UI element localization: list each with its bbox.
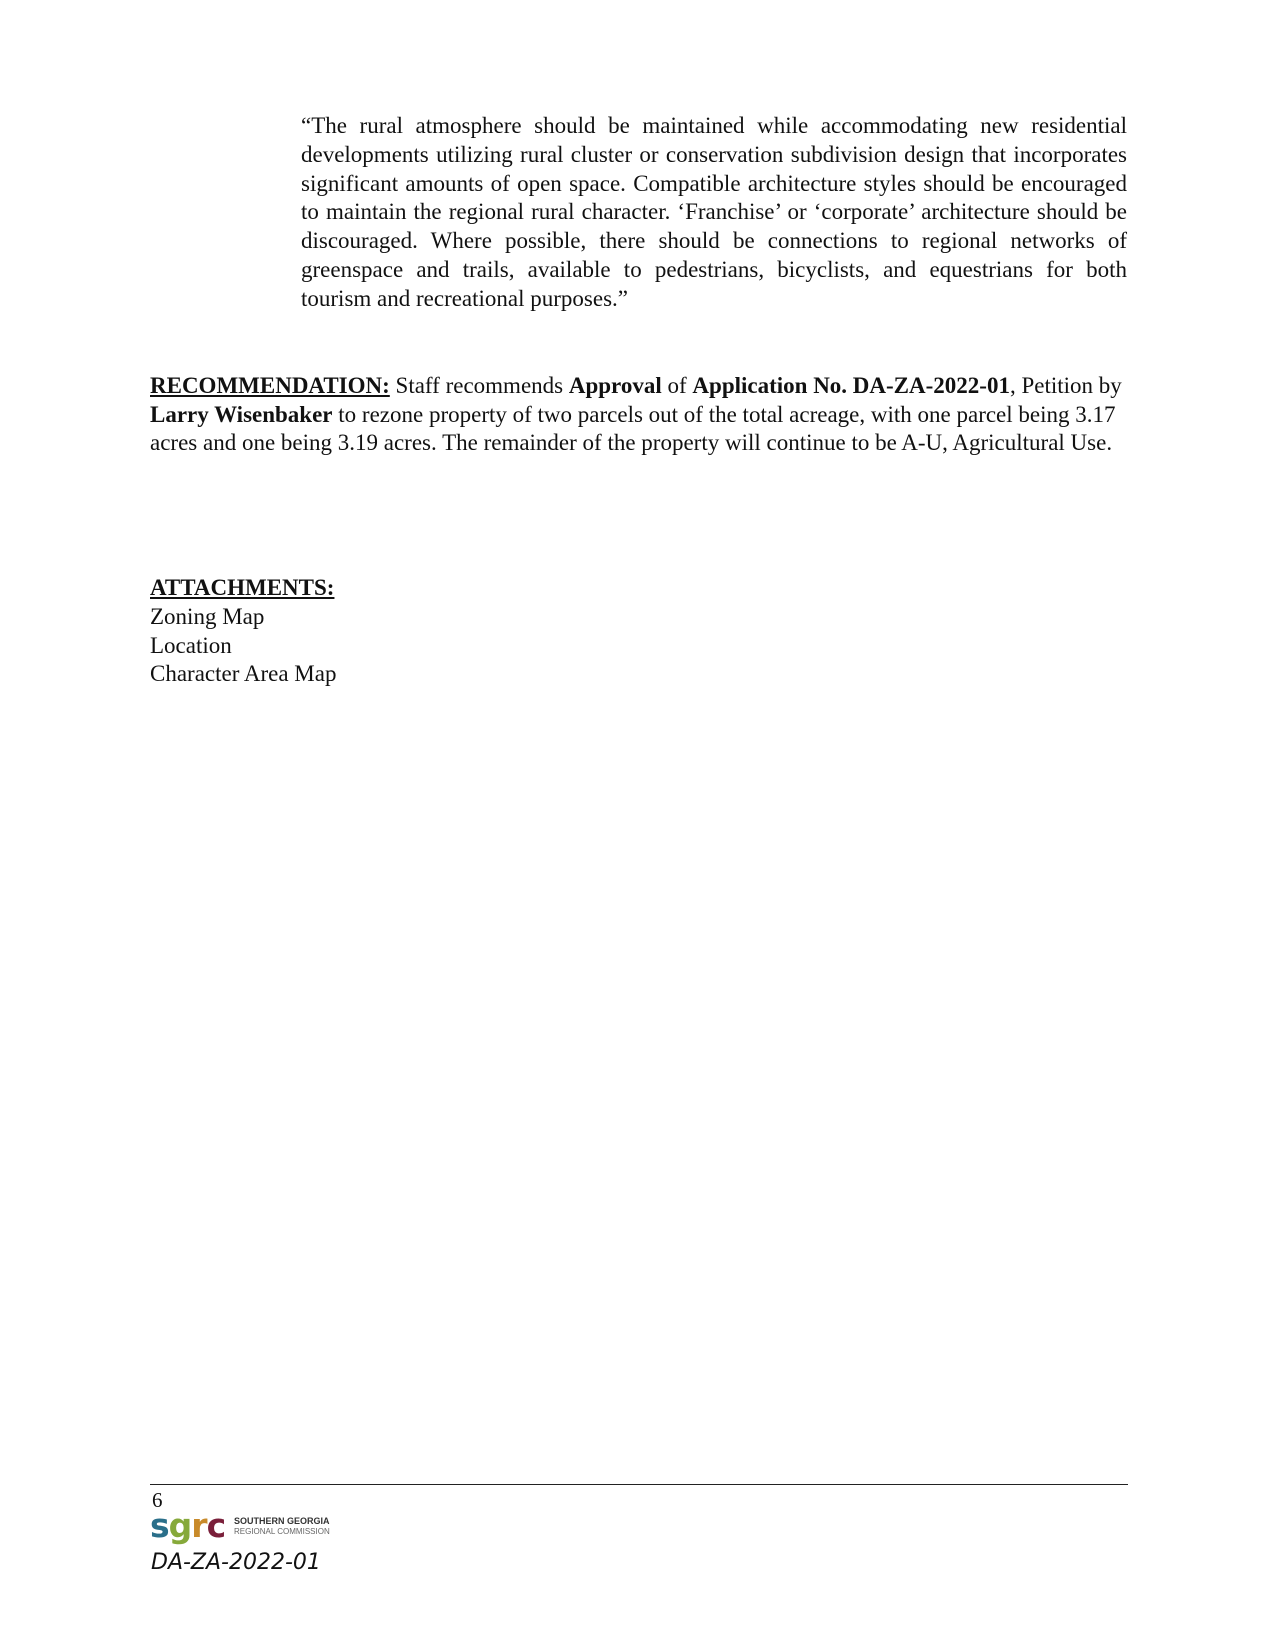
approval-text: Approval xyxy=(568,373,662,398)
page-number: 6 xyxy=(152,1488,163,1512)
recommendation-heading: RECOMMENDATION: xyxy=(150,373,390,398)
recommendation-text-1: Staff recommends xyxy=(389,373,569,398)
recommendation-text-3: , Petition by xyxy=(1009,373,1122,398)
document-id: DA-ZA-2022-01 xyxy=(151,1550,321,1575)
recommendation-text-4: to rezone property of two parcels out of the total acreage, with one parcel being 3.17 acres and one being 3.19 acres. The remainder of the property will continue to be A-U, Agricultural Use. xyxy=(150,401,1116,455)
application-number: Application No. DA-ZA-2022-01 xyxy=(692,373,1010,398)
recommendation-text-2: of xyxy=(661,373,693,398)
logo-organization-subtitle: REGIONAL COMMISSION xyxy=(234,1527,330,1536)
attachment-item: Location xyxy=(150,632,232,658)
attachments-heading: ATTACHMENTS: xyxy=(150,575,335,600)
sgrc-logo xyxy=(150,1508,350,1546)
character-area-quote: “The rural atmosphere should be maintained while accommodating new residential developments utilizing rural cluster or conservation subdivision design that incorporates significant amounts of open space. Compatible architecture styles should be encouraged to maintain the regional rural character. ‘Franchise’ or ‘corporate’ architecture should be discouraged. Where possible, there should be connections to regional networks of greenspace and trails, available to pedestrians, bicyclists, and equestrians for both tourism and recreational purposes.” xyxy=(301,113,1127,311)
petitioner-name: Larry Wisenbaker xyxy=(150,401,333,427)
footer-divider xyxy=(150,1484,1128,1485)
attachments-section xyxy=(150,574,336,689)
logo-mark: sgrc xyxy=(150,1506,226,1545)
recommendation-paragraph xyxy=(150,372,1140,458)
logo-organization-name: SOUTHERN GEORGIA xyxy=(234,1516,330,1526)
attachment-item: Zoning Map xyxy=(150,603,265,629)
attachment-item: Character Area Map xyxy=(150,661,337,687)
